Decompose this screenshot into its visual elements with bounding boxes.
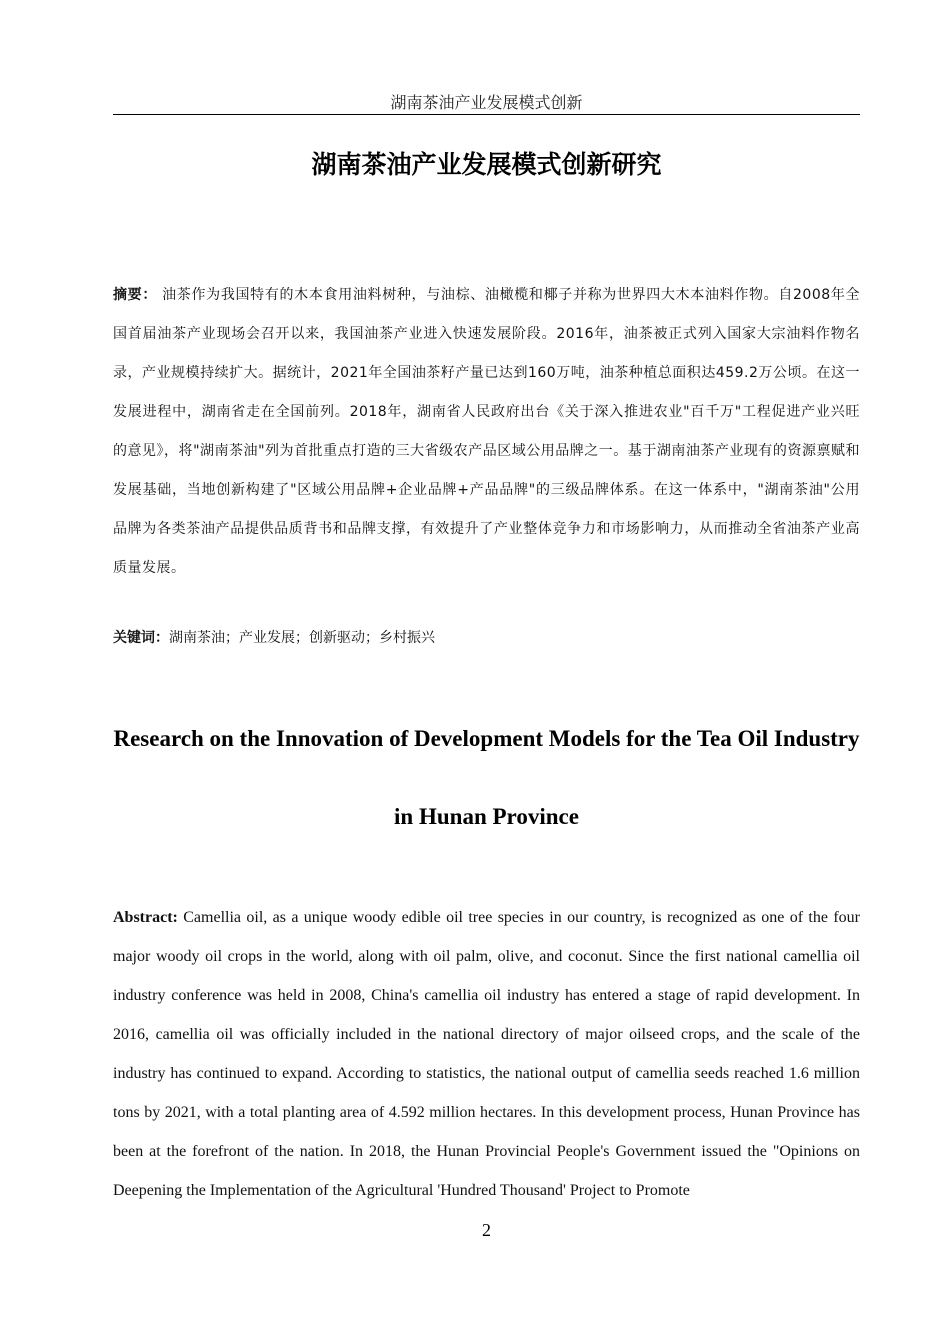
chinese-abstract-label: 摘要： (113, 287, 158, 303)
chinese-keywords-text: 湖南茶油；产业发展；创新驱动；乡村振兴 (169, 630, 435, 646)
chinese-keywords-label: 关键词： (113, 630, 169, 646)
english-abstract-label: Abstract: (113, 909, 178, 926)
running-header: 湖南茶油产业发展模式创新 (390, 93, 583, 112)
chinese-abstract (113, 276, 860, 588)
header-rule (113, 114, 860, 115)
page-number: 2 (482, 1220, 491, 1240)
chinese-keywords (113, 624, 860, 652)
chinese-abstract-text: 油茶作为我国特有的木本食用油料树种，与油棕、油橄榄和椰子并称为世界四大木本油料作物。自2008年全国首届油茶产业现场会召开以来，我国油茶产业进入快速发展阶段。2016年，油茶被正式列入国家大宗油料作物名录，产业规模持续扩大。据统计，2021年全国油茶籽产量已达到160万吨，油茶种植总面积达459.2万公顷。在这一发展进程中，湖南省走在全国前列。2018年，湖南省人民政府出台《关于深入推进农业"百千万"工程促进产业兴旺的意见》，将"湖南茶油"列为首批重点打造的三大省级农产品区域公用品牌之一。基于湖南油茶产业现有的资源禀赋和发展基础，当地创新构建了"区域公用品牌+企业品牌+产品品牌"的三级品牌体系。在这一体系中，"湖南茶油"公用品牌为各类茶油产品提供品质背书和品牌支撑，有效提升了产业整体竞争力和市场影响力，从而推动全省油茶产业高质量发展。 (113, 287, 860, 576)
english-abstract-text: Camellia oil, as a unique woody edible oil tree species in our country, is recognized as one of the four major woody oil crops in the world, along with oil palm, olive, and coconut. Since the first national camellia oil industry conference was held in 2008, China's camellia oil industry has entered a stage of rapid development. In 2016, camellia oil was officially included in the national directory of major oilseed crops, and the scale of the industry has continued to expand. According to statistics, the national output of camellia seeds reached 1.6 million tons by 2021, with a total planting area of 4.592 million hectares. In this development process, Hunan Province has been at the forefront of the nation. In 2018, the Hunan Provincial People's Government issued the "Opinions on Deepening the Implementation of the Agricultural 'Hundred Thousand' Project to Promote (113, 909, 861, 1199)
chinese-title: 湖南茶油产业发展模式创新研究 (311, 150, 662, 179)
english-abstract (113, 898, 860, 1210)
english-title: Research on the Innovation of Development Models for the Tea Oil Industry in Hunan Province (113, 726, 860, 829)
